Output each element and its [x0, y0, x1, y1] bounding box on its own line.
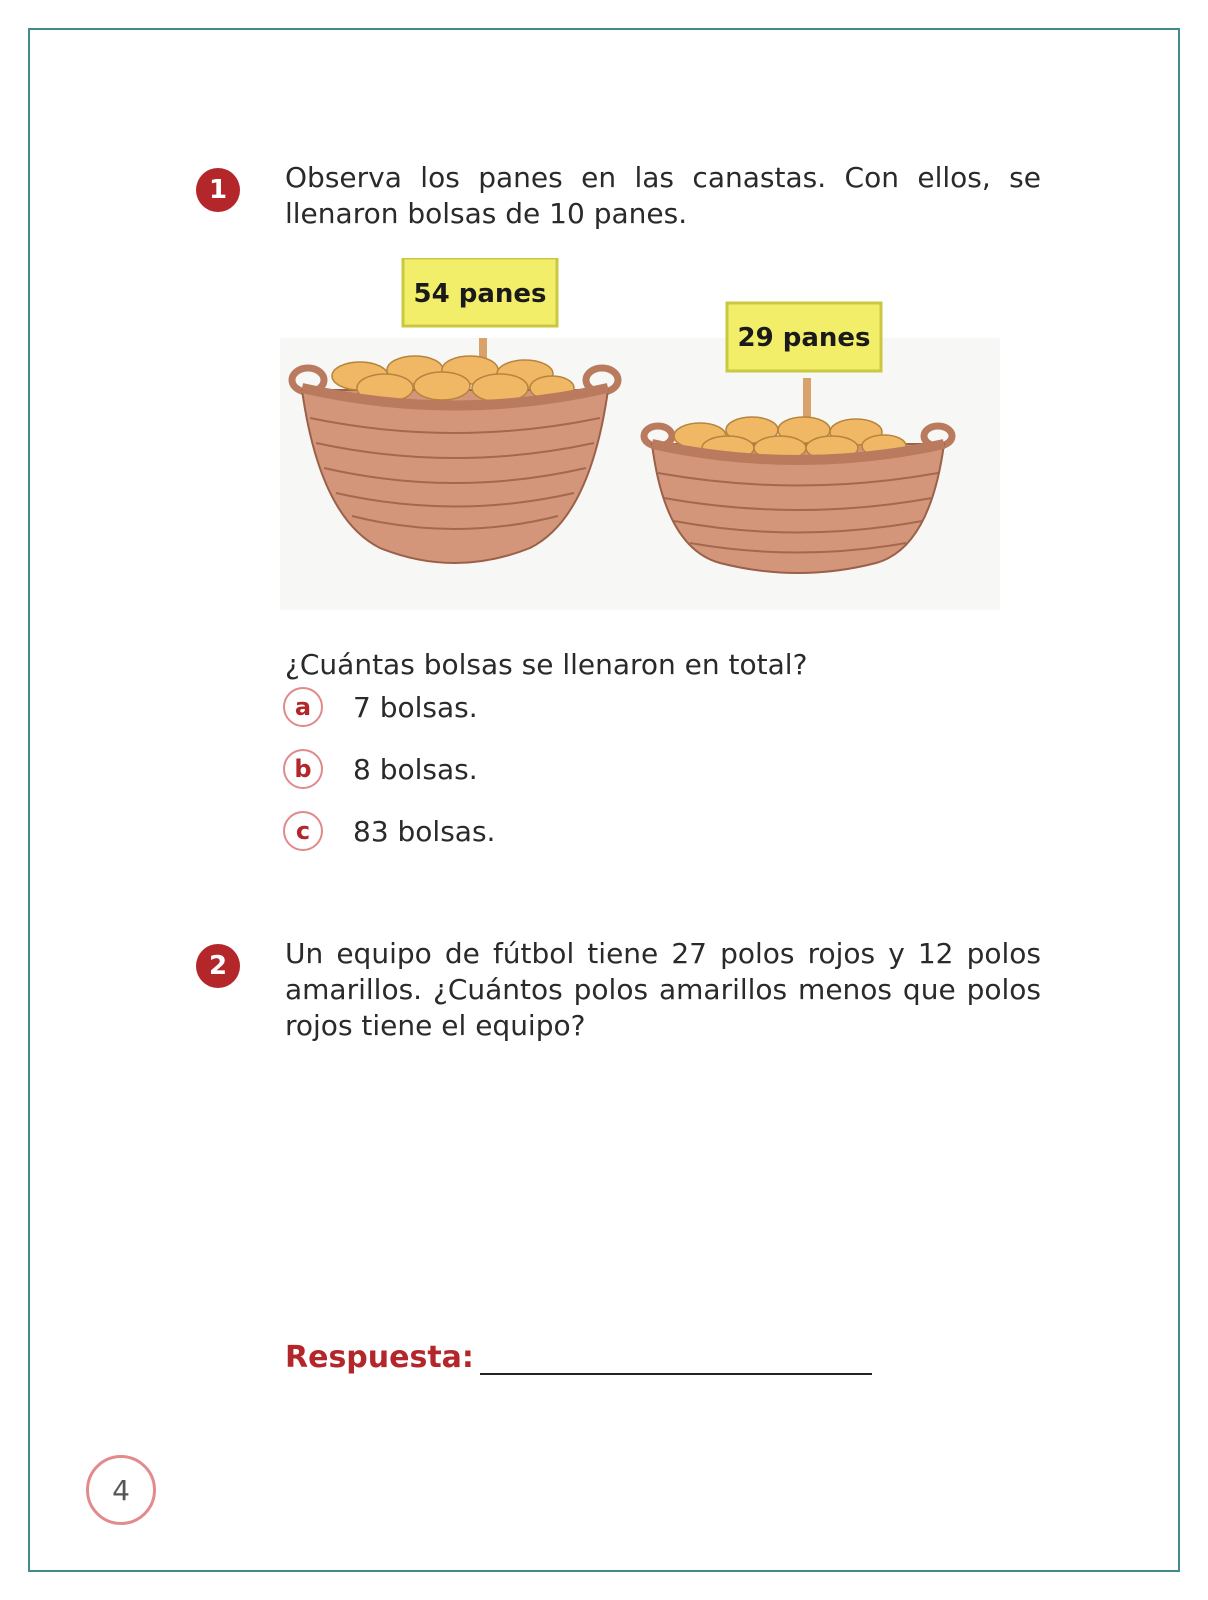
option-c-text: 83 bolsas. — [353, 814, 496, 848]
option-a-letter: a — [283, 687, 323, 727]
option-b-text: 8 bolsas. — [353, 752, 478, 786]
option-c[interactable] — [283, 808, 495, 854]
sign-right-label: 29 panes — [737, 323, 871, 353]
sign-left-label: 54 panes — [413, 279, 547, 309]
option-a-text: 7 bolsas. — [353, 690, 478, 724]
option-b-letter: b — [283, 749, 323, 789]
question-2-number: 2 — [196, 944, 240, 988]
bread-baskets-illustration — [280, 258, 1010, 610]
page-number: 4 — [86, 1455, 156, 1525]
question-1-number: 1 — [196, 168, 240, 212]
answer-area[interactable] — [285, 1340, 872, 1375]
question-1-prompt: ¿Cuántas bolsas se llenaron en total? — [285, 648, 808, 681]
question-2-text: Un equipo de fútbol tiene 27 polos rojos y 12 polos amarillos. ¿Cuántos polos amarillos menos que polos rojos tiene el equipo? — [285, 937, 1041, 1042]
option-c-letter: c — [283, 811, 323, 851]
option-b[interactable] — [283, 746, 478, 792]
answer-label: Respuesta: — [285, 1340, 474, 1375]
option-a[interactable] — [283, 684, 478, 730]
answer-line[interactable] — [480, 1343, 872, 1375]
question-1-text: Observa los panes en las canastas. Con ellos, se llenaron bolsas de 10 panes. — [285, 161, 1041, 230]
